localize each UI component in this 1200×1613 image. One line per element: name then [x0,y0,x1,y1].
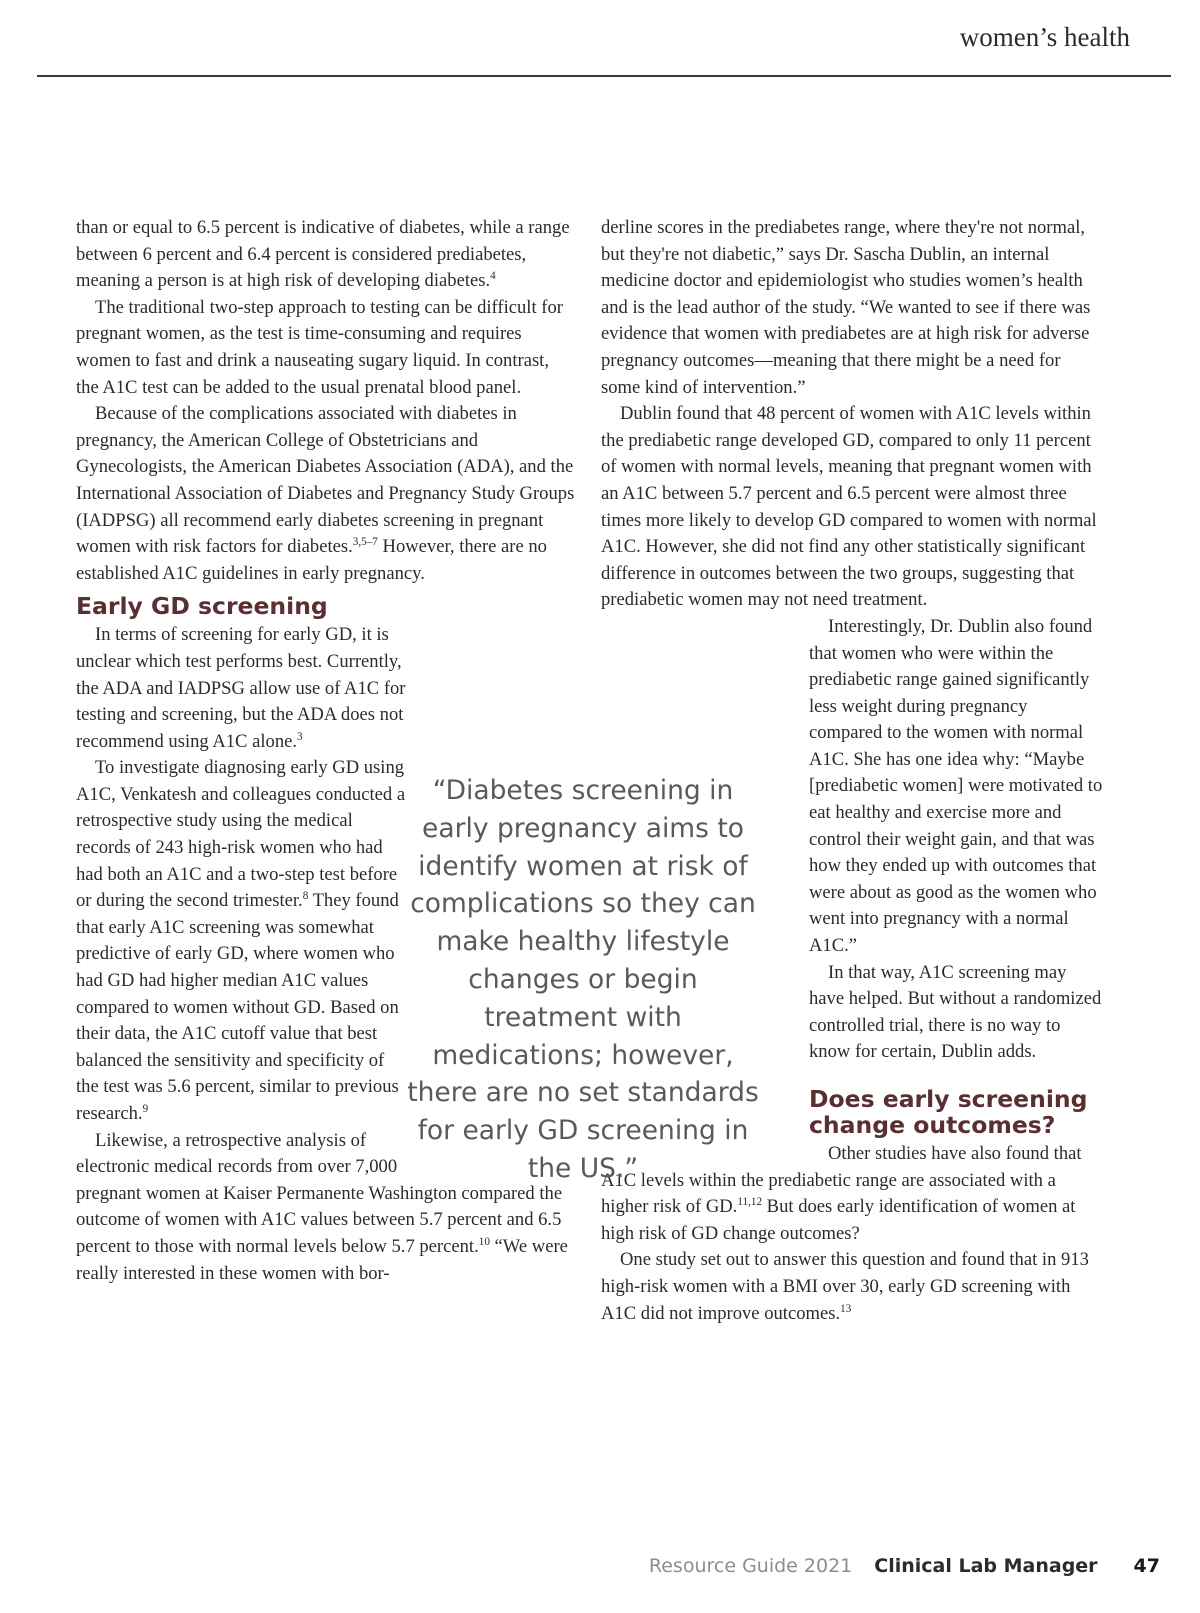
section-heading: Early GD screening [76,592,328,621]
paragraph: Because of the complications associated with diabetes in pregnancy, the American College of Obstetricians and Gynecologists, the American Diabetes Association (ADA), and the International Association of Diabetes and Pregnancy Study Groups (IADPSG) all recommend early diabetes screening in pregnant women with risk factors for diabetes.$^{3,5-7}$ However, there are no established A1C guidelines in early pregnancy. [76,403,575,584]
section-heading: Does early screening change outcomes? [809,1085,1088,1139]
reference-marker: 11,12 [737,1196,763,1208]
paragraph: The traditional two-step approach to testing can be difficult for pregnant women, as the test is time-consuming and requires women to fast and drink a nauseating sugary liquid. In contrast, the A1C test can be added to the usual prenatal blood panel. [76,296,563,398]
page-footer [649,1555,1160,1577]
reference-marker: 9 [142,1102,149,1115]
paragraph: Other studies have also found that A1C levels within the prediabetic range are associated with a higher risk of GD.$^{11,12}$ But does early identification of women at high risk of GD change outcomes? [601,1143,1082,1244]
paragraph: than or equal to 6.5 percent is indicative of diabetes, while a range between 6 percent and 6.4 percent is considered prediabetes, meaning a person is at high risk of developing diabetes.$^4$ [76,217,570,292]
paragraph: One study set out to answer this question and found that in 913 high-risk women with a BMI over 30, early GD screening with A1C did not improve outcomes.$^{13}$ [601,1249,1089,1324]
reference-marker: 4 [490,270,496,282]
paragraph: In terms of screening for early GD, it is unclear which test performs best. Currently, the ADA and IADPSG allow use of A1C for testing and screening, but the ADA does not recommend using A1C alone.$^3$ [76,624,406,752]
publication-name: Clinical Lab Manager [874,1555,1098,1577]
paragraph: Likewise, a retrospective analysis of electronic medical records from over 7,000 pregnant women at Kaiser Permanente Washington compared the outcome of women with A1C values between 5.7 percent and 6.5 percent to those with normal levels below 5.7 percent.$^{10}$ “We were really interested in these women with bor- [76,1129,568,1284]
reference-marker: 13 [840,1302,852,1315]
reference-marker: 3 [297,730,303,743]
reference-marker: 8 [302,890,309,903]
header-rule [37,75,1171,77]
paragraph: Interestingly, Dr. Dublin also found that women who were within the prediabetic range gained significantly less weight during pregnancy compared to the women with normal A1C. She has one idea why: “Maybe [prediabetic women] were motivated to eat healthy and exercise more and control their weight gain, and that was how they ended up with outcomes that were about as good as the women who went into pregnancy with a normal A1C.” [809,615,1103,957]
paragraph: Dublin found that 48 percent of women with A1C levels within the prediabetic range developed GD, compared to only 11 percent of women with normal levels, meaning that pregnant women with an A1C between 5.7 percent and 6.5 percent were almost three times more likely to develop GD compared to women with normal A1C. However, she did not find any other statistically significant difference in outcomes between the two groups, suggesting that prediabetic women may not need treatment. [601,403,1097,611]
issue-label: Resource Guide 2021 [648,1555,853,1577]
pull-quote: “Diabetes screening in early pregnancy aims to identify women at risk of complications so they can make healthy lifestyle changes or begin treatment with medications; however, there are no set standards for early GD screening in the US.” [407,775,759,1184]
section-label: women’s health [959,22,1130,52]
paragraph: In that way, A1C screening may have helped. But without a randomized controlled trial, there is no way to know for certain, Dublin adds. [809,961,1102,1063]
reference-marker: 3,5–7 [352,535,378,548]
page-number: 47 [1133,1555,1160,1577]
paragraph: To investigate diagnosing early GD using A1C, Venkatesh and colleagues conducted a retrospective study using the medical records of 243 high-risk women who had had both an A1C and a two-step test before or during the second trimester.$^8$ They found that early A1C screening was somewhat predictive of early GD, where women who had GD had higher median A1C values compared to women without GD. Based on their data, the A1C cutoff value that best balanced the sensitivity and specificity of the test was 5.6 percent, similar to previous research.$^9$ [76,757,406,1124]
paragraph: derline scores in the prediabetes range, where they're not normal, but they're not diabetic,” says Dr. Sascha Dublin, an internal medicine doctor and epidemiologist who studies women’s health and is the lead author of the study. “We wanted to see if there was evidence that women with prediabetes are at high risk for adverse pregnancy outcomes—meaning that there might be a need for some kind of intervention.” [601,217,1091,398]
reference-marker: 10 [478,1235,490,1248]
